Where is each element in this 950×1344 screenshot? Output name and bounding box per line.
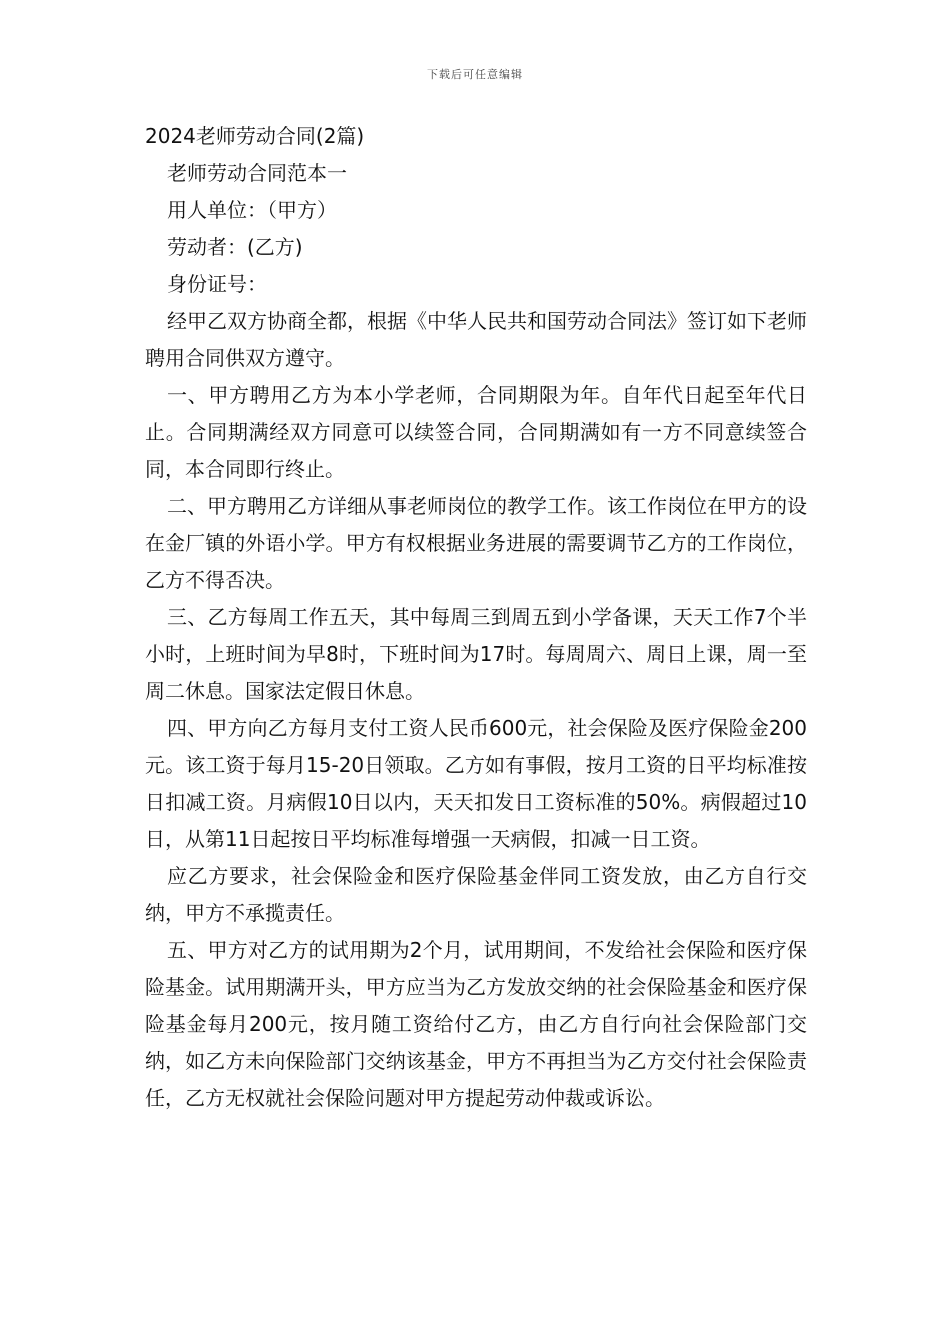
paragraph-clause-4-note: 应乙方要求，社会保险金和医疗保险基金伴同工资发放，由乙方自行交纳，甲方不承揽责任。 [145,864,807,925]
header-note: 下载后可任意编辑 [427,68,523,81]
worker-label: 劳动者：(乙方) [167,235,303,259]
paragraph-clause-2: 二、甲方聘用乙方详细从事老师岗位的教学工作。该工作岗位在甲方的设在金厂镇的外语小学。甲方有权根据业务进展的需要调节乙方的工作岗位，乙方不得否决。 [145,494,807,592]
paragraph-clause-1: 一、甲方聘用乙方为本小学老师，合同期限为年。自年代日起至年代日止。合同期满经双方同意可以续签合同，合同期满如有一方不同意续签合同，本合同即行终止。 [145,383,807,481]
paragraph-preamble: 经甲乙双方协商全都，根据《中华人民共和国劳动合同法》签订如下老师聘用合同供双方遵守。 [145,309,807,370]
paragraph-clause-3: 三、乙方每周工作五天，其中每周三到周五到小学备课，天天工作7个半小时，上班时间为早8时，下班时间为17时。每周周六、周日上课，周一至周二休息。国家法定假日休息。 [145,605,807,703]
paragraph-clause-5: 五、甲方对乙方的试用期为2个月，试用期间，不发给社会保险和医疗保险基金。试用期满开头，甲方应当为乙方发放交纳的社会保险基金和医疗保险基金每月200元，按月随工资给付乙方，由乙方自行向社会保险部门交纳，如乙方未向保险部门交纳该基金，甲方不再担当为乙方交付社会保险责任，乙方无权就社会保险问题对甲方提起劳动仲裁或诉讼。 [145,938,807,1110]
document-title: 2024老师劳动合同(2篇) [145,124,365,148]
document-subtitle: 老师劳动合同范本一 [167,161,347,185]
id-label: 身份证号： [167,272,267,296]
employer-label: 用人单位：（甲方） [167,198,337,222]
paragraph-clause-4: 四、甲方向乙方每月支付工资人民币600元，社会保险及医疗保险金200元。该工资于每月15-20日领取。乙方如有事假，按月工资的日平均标准按日扣减工资。月病假10日以内，天天扣发日工资标准的50%。病假超过10日，从第11日起按日平均标准每增强一天病假，扣减一日工资。 [145,716,807,851]
document-body [145,118,807,1117]
